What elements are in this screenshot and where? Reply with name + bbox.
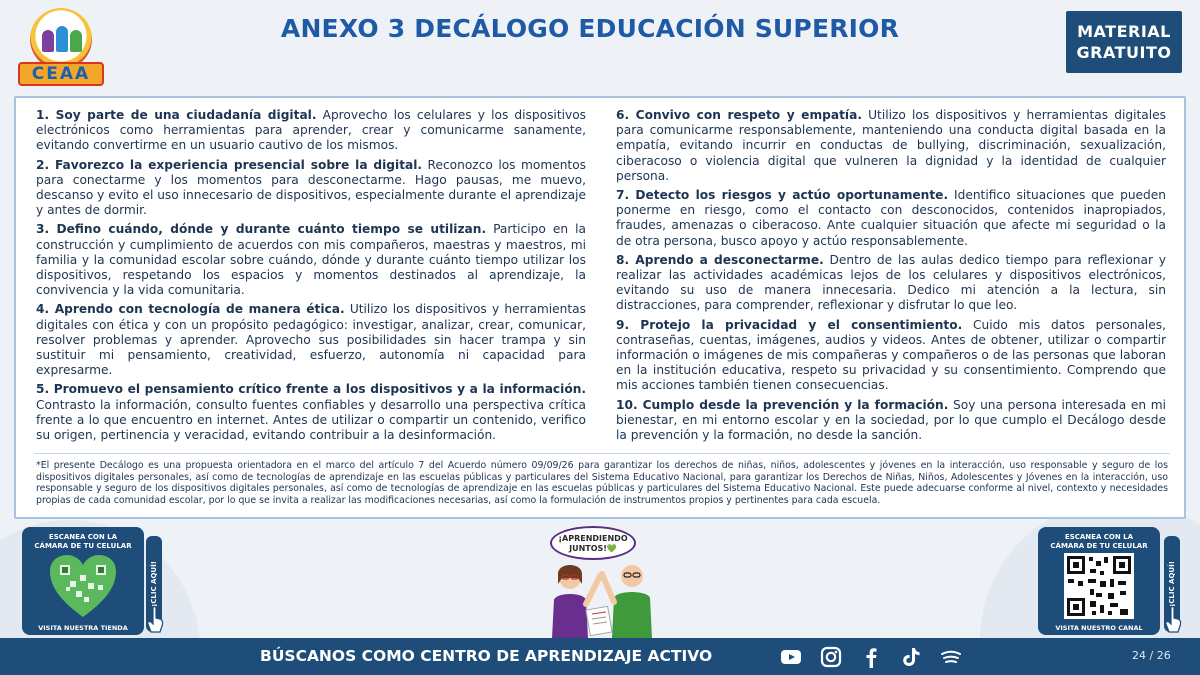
decalogo-card bbox=[14, 96, 1186, 519]
item-body: Utilizo los dispositivos y herramientas digitales con ética y con un propósito pedagógico: investigar, analizar, crear, comunicar, resolver problemas y aprender. Aprovecho sus posibilidades sin hacer trampa y sin sustituir mi pensamiento, creatividad, esfuerzo, autonomía ni capacidad para expresarme. bbox=[36, 302, 586, 378]
item-heading: 8. Aprendo a desconectarme. bbox=[616, 252, 824, 267]
heart-qr-code[interactable] bbox=[48, 553, 118, 619]
item-body: Utilizo los dispositivos y herramientas digitales para comunicarme responsablemente, manteniendo una conducta digital basada en la empatía, evitando incurrir en conductas de bullying, discriminación, sexualización, ciberacoso o violencia digital que vulneren la dignidad y la identidad de cualquier persona. bbox=[616, 108, 1167, 183]
decalogo-item-9 bbox=[616, 318, 1166, 394]
right-column bbox=[616, 108, 1166, 447]
click-here-label: ¡CLIC AQUÍ! bbox=[1168, 561, 1176, 607]
item-heading: 7. Detecto los riesgos y actúo oportunamente. bbox=[616, 188, 949, 203]
item-body: Contrasto la información, consulto fuentes confiables y desarrollo una perspectiva crítica frente a lo que encuentro en internet. Antes de utilizar o compartir un contenido, verifico su origen, pertinencia y veracidad, evitando contribuir a la desinformación. bbox=[36, 397, 586, 443]
decalogo-item-3 bbox=[36, 222, 586, 298]
qr-caption-line-2: CÁMARA DE TU CELULAR bbox=[34, 542, 132, 550]
material-gratuito-badge bbox=[1066, 11, 1182, 73]
divider bbox=[34, 453, 1170, 454]
ceaa-logo bbox=[18, 8, 104, 86]
item-heading: 6. Convivo con respeto y empatía. bbox=[616, 108, 862, 122]
decalogo-item-5 bbox=[36, 382, 586, 443]
badge-line-1: MATERIAL bbox=[1077, 22, 1171, 41]
item-body: Cuido mis datos personales, contraseñas, cuentas, imágenes, audios y videos. Antes de obtener, utilizar o compartir información o imágenes de mis compañeras y compañeros o de las personas que laboran en la institución educativa, respeto su privacidad y su consentimiento. Comprendo que mis acciones también tienen consecuencias. bbox=[616, 317, 1166, 393]
qr-footer: VISITA NUESTRA TIENDA bbox=[38, 624, 128, 632]
item-heading: 5. Promuevo el pensamiento crítico frente a los dispositivos y a la información. bbox=[36, 382, 586, 397]
item-body: Identifico situaciones que pueden ponerme en riesgo, como el contacto con desconocidos, contenidos inapropiados, fraudes, amenazas o ciberacoso. Ante cualquier situación que afecte mi seguridad o la de otra persona, busco apoyo y actúo responsablemente. bbox=[616, 188, 1166, 248]
channel-qr-code[interactable] bbox=[1064, 553, 1134, 619]
speech-line-1: ¡APRENDIENDO bbox=[558, 534, 628, 543]
item-body: Dentro de las aulas dedico tiempo para reflexionar y realizar las actividades académicas lejos de los celulares y dispositivos electrónicos, evitando su uso de manera innecesaria. Dedico mi atención a la lectura, sin distracciones, para comprender, reflexionar y disfrutar lo que leo. bbox=[616, 252, 1166, 313]
page-title: ANEXO 3 DECÁLOGO EDUCACIÓN SUPERIOR bbox=[280, 14, 900, 43]
pointing-hand-icon bbox=[146, 606, 164, 634]
store-qr-card[interactable] bbox=[22, 527, 144, 635]
left-column bbox=[36, 108, 586, 447]
tiktok-icon[interactable] bbox=[900, 646, 922, 668]
badge-line-2: GRATUITO bbox=[1076, 43, 1172, 62]
item-heading: 9. Protejo la privacidad y el consentimiento. bbox=[616, 317, 963, 332]
speech-bubble bbox=[550, 526, 636, 560]
decalogo-item-7 bbox=[616, 188, 1166, 249]
facebook-icon[interactable] bbox=[860, 646, 882, 668]
logo-text: CEAA bbox=[18, 62, 104, 86]
item-heading: 10. Cumplo desde la prevención y la formación. bbox=[616, 397, 949, 412]
qr-caption-line-2: CÁMARA DE TU CELULAR bbox=[1050, 542, 1148, 550]
qr-caption bbox=[1038, 533, 1160, 551]
qr-caption-line-1: ESCANEA CON LA bbox=[48, 533, 118, 541]
item-body: Reconozco los momentos para conectarme y los momentos para desconectarme. Hago pausas, me muevo, descanso y evito el uso innecesario de dispositivos, especialmente durante el aprendizaje y antes de dormir. bbox=[36, 157, 587, 218]
youtube-icon[interactable] bbox=[780, 646, 802, 668]
qr-caption bbox=[22, 533, 144, 551]
instagram-icon[interactable] bbox=[820, 646, 842, 668]
pointing-hand-icon bbox=[1164, 606, 1182, 634]
channel-qr-card[interactable] bbox=[1038, 527, 1160, 635]
decalogo-item-10 bbox=[616, 398, 1166, 444]
decalogo-item-8 bbox=[616, 253, 1166, 314]
speech-line-2: JUNTOS!💚 bbox=[569, 544, 617, 553]
item-heading: 4. Aprendo con tecnología de manera ética. bbox=[36, 302, 345, 317]
item-heading: 2. Favorezco la experiencia presencial sobre la digital. bbox=[36, 157, 423, 172]
footer-bar bbox=[0, 638, 1200, 675]
decalogo-item-1 bbox=[36, 108, 586, 154]
click-here-label: ¡CLIC AQUÍ! bbox=[150, 561, 158, 607]
decalogo-item-6 bbox=[616, 108, 1166, 184]
decalogo-item-4 bbox=[36, 302, 586, 378]
podcast-icon[interactable] bbox=[940, 646, 962, 668]
footnote: *El presente Decálogo es una propuesta orientadora en el marco del artículo 7 del Acuerdo número 09/09/26 para garantizar los derechos de niñas, niños, adolescentes y jóvenes en la interacción, uso responsable y seguro de los dispositivos digitales personales, así como de tecnologías de aprendizaje en las escuelas públicas y particulares del Sistema Educativo Nacional, para garantizar los Derechos de Niñas, Niños, Adolescentes y Jóvenes en la interacción, uso responsable y seguro de los dispositivos digitales personales, así como de tecnologías de aprendizaje en las escuelas públicas y particulares del Sistema Educativo Nacional. Este puede adecuarse conforme al nivel, contexto y necesidades propias de cada comunidad escolar, por lo que se invita a realizar las modificaciones necesarias, así como la formulación de instrumentos propios y pertinentes para cada escuela. bbox=[36, 460, 1168, 506]
decalogo-item-2 bbox=[36, 158, 586, 219]
item-heading: 3. Defino cuándo, dónde y durante cuánto tiempo se utilizan. bbox=[36, 222, 487, 237]
footer-text: BÚSCANOS COMO CENTRO DE APRENDIZAJE ACTIVO bbox=[260, 647, 713, 665]
item-body: Participo en la construcción y cumplimiento de acuerdos con mis compañeros, maestras y maestros, mi familia y la comunidad escolar sobre cuándo, dónde y durante cuánto tiempo utilizar los dispositivos, respetando los espacios y momentos destinados al aprendizaje, la convivencia y la vida comunitaria. bbox=[36, 222, 586, 298]
teachers-illustration bbox=[540, 556, 670, 638]
page-number: 24 / 26 bbox=[1132, 649, 1171, 662]
qr-footer: VISITA NUESTRO CANAL bbox=[1055, 624, 1143, 632]
qr-caption-line-1: ESCANEA CON LA bbox=[1064, 533, 1134, 541]
item-heading: 1. Soy parte de una ciudadanía digital. bbox=[36, 108, 317, 122]
item-body: Aprovecho los celulares y los dispositivos electrónicos como herramientas para aprender, crear y comunicarme sanamente, evitando convertirme en un usuario cautivo de los mismos. bbox=[36, 108, 587, 153]
item-body: Soy una persona interesada en mi bienestar, en mi entorno escolar y en la sociedad, por lo que cumplo el Decálogo desde la prevención y la formación, no desde la sanción. bbox=[616, 397, 1166, 443]
